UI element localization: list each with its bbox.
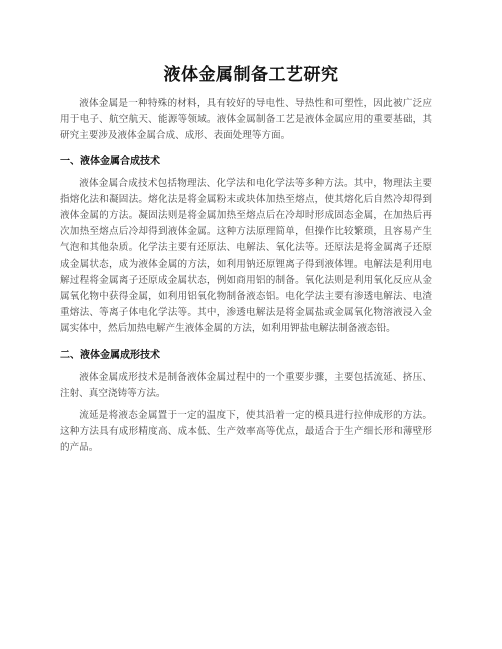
forming-paragraph-1: 液体金属成形技术是制备液体金属过程中的一个重要步骤，主要包括流延、挤压、注射、真空浇铸等方法。	[60, 371, 432, 399]
document-body	[60, 96, 432, 457]
synthesis-paragraph: 液体金属合成技术包括物理法、化学法和电化学法等多种方法。其中，物理法主要指熔化法和凝固法。熔化法是将金属粉末或块体加热至熔点，使其熔化后自然冷却得到液体金属的方法。凝固法则是将金属加热至熔点后在冷却时形成固态金属，在加热后再次加热至熔点后冷却得到液体金属。这种方法原理简单，但操作比较繁琐，且容易产生气泡和其他杂质。化学法主要有还原法、电解法、氧化法等。还原法是将金属离子还原成金属状态，成为液体金属的方法，如利用钠还原锂离子得到液体锂。电解法是利用电解过程将金属离子还原成金属状态，例如商用铝的制备。氧化法则是利用氧化反应从金属氧化物中获得金属，如利用铝氧化物制备液态铝。电化学法主要有渗透电解法、电渣重熔法、等离子体电化学法等。其中，渗透电解法是将金属盐或金属氧化物溶液浸入金属实体中，然后加热电解产生液体金属的方法，如利用钾盐电解法制备液态铅。	[60, 177, 432, 335]
intro-paragraph: 液体金属是一种特殊的材料，具有较好的导电性、导热性和可塑性，因此被广泛应用于电子、航空航天、能源等领域。液体金属制备工艺是液体金属应用的重要基础，其研究主要涉及液体金属合成、成形、表面处理等方面。	[60, 98, 432, 142]
document-title: 液体金属制备工艺研究	[163, 65, 339, 85]
forming-paragraph-2: 流延是将液态金属置于一定的温度下，使其沿着一定的模具进行拉伸成形的方法。这种方法具有成形精度高、成本低、生产效率高等优点，最适合于生产细长形和薄壁形的产品。	[60, 410, 432, 454]
section-heading-synthesis: 一、液体金属合成技术	[60, 155, 160, 167]
section-heading-forming: 二、液体金属成形技术	[60, 349, 160, 361]
